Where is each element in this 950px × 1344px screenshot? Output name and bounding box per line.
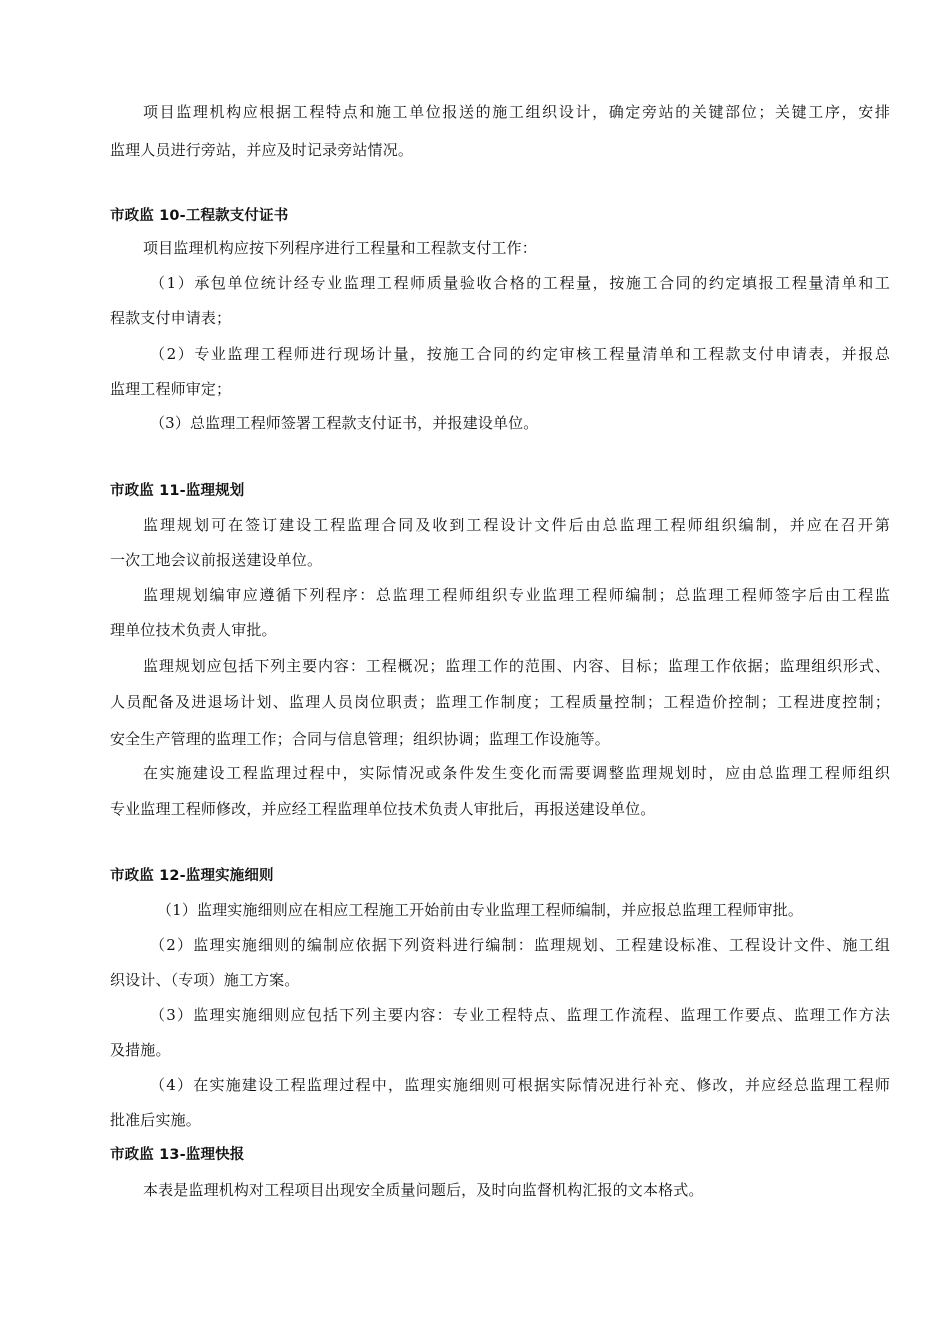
section-10-title: 市政监 10-工程款支付证书 — [110, 208, 289, 224]
section-12-item-3-line-1: （3）监理实施细则应包括下列主要内容：专业工程特点、监理工作流程、监理工作要点、监理工作方法 — [150, 1006, 890, 1024]
section-11-p3-line-3: 安全生产管理的监理工作；合同与信息管理；组织协调；监理工作设施等。 — [110, 730, 610, 748]
section-11-p3-line-2: 人员配备及进退场计划、监理人员岗位职责；监理工作制度；工程质量控制；工程造价控制；工程进度控制； — [110, 693, 890, 711]
section-12-title: 市政监 12-监理实施细则 — [110, 868, 274, 884]
section-13-p1-line-1: 本表是监理机构对工程项目出现安全质量问题后，及时向监督机构汇报的文本格式。 — [143, 1181, 704, 1199]
section-11-p1-line-2: 一次工地会议前报送建设单位。 — [110, 551, 323, 569]
section-13-title: 市政监 13-监理快报 — [110, 1147, 245, 1163]
section-11-p3-line-1: 监理规划应包括下列主要内容：工程概况；监理工作的范围、内容、目标；监理工作依据；监理组织形式、 — [143, 657, 890, 675]
section-11-p2-line-2: 理单位技术负责人审批。 — [110, 621, 277, 639]
section-12-item-4-line-2: 批准后实施。 — [110, 1111, 201, 1129]
section-12-item-2-line-2: 织设计、（专项）施工方案。 — [110, 971, 300, 989]
section-11-p4-line-1: 在实施建设工程监理过程中，实际情况或条件发生变化而需要调整监理规划时，应由总监理工程师组织 — [143, 764, 890, 782]
section-11-p4-line-2: 专业监理工程师修改，并应经工程监理单位技术负责人审批后，再报送建设单位。 — [110, 800, 656, 818]
section-12-item-4-line-1: （4）在实施建设工程监理过程中，监理实施细则可根据实际情况进行补充、修改，并应经总监理工程师 — [150, 1076, 890, 1094]
intro-line-2: 监理人员进行旁站，并应及时记录旁站情况。 — [110, 141, 414, 159]
section-10-item-2-line-2: 监理工程师审定； — [110, 380, 232, 398]
section-12-item-1-line-1: （1）监理实施细则应在相应工程施工开始前由专业监理工程师编制，并应报总监理工程师审批。 — [157, 901, 803, 919]
section-12-item-3-line-2: 及措施。 — [110, 1041, 171, 1059]
section-10-item-3-line-1: （3）总监理工程师签署工程款支付证书，并报建设单位。 — [150, 414, 539, 432]
section-11-p1-line-1: 监理规划可在签订建设工程监理合同及收到工程设计文件后由总监理工程师组织编制，并应在召开第 — [143, 516, 890, 534]
section-10-item-2-line-1: （2）专业监理工程师进行现场计量，按施工合同的约定审核工程量清单和工程款支付申请表，并报总 — [150, 345, 890, 363]
section-11-title: 市政监 11-监理规划 — [110, 483, 245, 499]
intro-line-1: 项目监理机构应根据工程特点和施工单位报送的施工组织设计，确定旁站的关键部位；关键工序，安排 — [143, 103, 890, 121]
section-12-item-2-line-1: （2）监理实施细则的编制应依据下列资料进行编制：监理规划、工程建设标准、工程设计文件、施工组 — [150, 936, 890, 954]
section-10-item-1-line-2: 程款支付申请表； — [110, 309, 232, 327]
section-10-lead: 项目监理机构应按下列程序进行工程量和工程款支付工作： — [143, 239, 537, 257]
section-11-p2-line-1: 监理规划编审应遵循下列程序：总监理工程师组织专业监理工程师编制；总监理工程师签字后由工程监 — [143, 586, 890, 604]
section-10-item-1-line-1: （1）承包单位统计经专业监理工程师质量验收合格的工程量，按施工合同的约定填报工程量清单和工 — [150, 274, 890, 292]
